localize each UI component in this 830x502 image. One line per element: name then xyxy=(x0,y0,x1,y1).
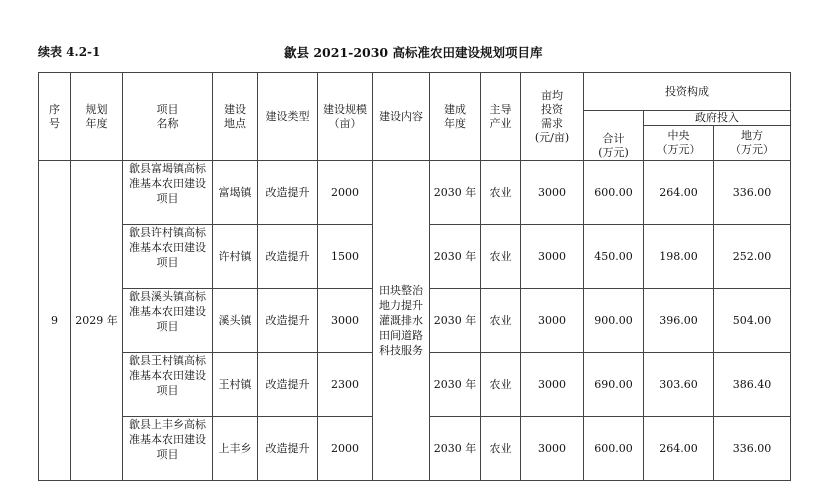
industry-cell: 农业 xyxy=(481,161,521,225)
header-completion-year: 建成 年度 xyxy=(430,73,481,161)
table-row xyxy=(39,161,791,225)
total-cell: 450.00 xyxy=(584,225,644,289)
scale-cell: 1500 xyxy=(318,225,373,289)
industry-cell: 农业 xyxy=(481,417,521,481)
document-header xyxy=(38,43,790,63)
total-cell: 690.00 xyxy=(584,353,644,417)
completion-year-cell: 2030 年 xyxy=(430,161,481,225)
central-cell: 264.00 xyxy=(644,161,714,225)
build-type-cell: 改造提升 xyxy=(258,417,318,481)
build-type-cell: 改造提升 xyxy=(258,353,318,417)
build-content-cell: 田块整治 地力提升 灌溉排水 田间道路 科技服务 xyxy=(373,161,430,481)
completion-year-cell: 2030 年 xyxy=(430,353,481,417)
header-investment-structure: 投资构成 xyxy=(584,73,791,111)
build-type-cell: 改造提升 xyxy=(258,289,318,353)
scale-cell: 2000 xyxy=(318,417,373,481)
location-cell: 上丰乡 xyxy=(213,417,258,481)
header-scale: 建设规模 （亩） xyxy=(318,73,373,161)
per-mu-cell: 3000 xyxy=(521,161,584,225)
industry-cell: 农业 xyxy=(481,225,521,289)
build-type-cell: 改造提升 xyxy=(258,225,318,289)
local-cell: 386.40 xyxy=(714,353,791,417)
local-cell: 504.00 xyxy=(714,289,791,353)
header-central: 中央 （万元） xyxy=(644,126,714,161)
industry-cell: 农业 xyxy=(481,289,521,353)
header-government: 政府投入 xyxy=(644,111,791,126)
central-cell: 303.60 xyxy=(644,353,714,417)
header-index: 序 号 xyxy=(39,73,71,161)
location-cell: 许村镇 xyxy=(213,225,258,289)
central-cell: 396.00 xyxy=(644,289,714,353)
location-cell: 富堨镇 xyxy=(213,161,258,225)
header-location: 建设 地点 xyxy=(213,73,258,161)
completion-year-cell: 2030 年 xyxy=(430,289,481,353)
header-build-type: 建设类型 xyxy=(258,73,318,161)
completion-year-cell: 2030 年 xyxy=(430,225,481,289)
project-table xyxy=(38,72,791,481)
total-cell: 600.00 xyxy=(584,161,644,225)
header-project-name: 项目 名称 xyxy=(123,73,213,161)
header-row-1 xyxy=(39,73,791,111)
industry-cell: 农业 xyxy=(481,353,521,417)
table-title: 歙县 2021-2030 高标准农田建设规划项目库 xyxy=(284,45,543,60)
header-industry: 主导 产业 xyxy=(481,73,521,161)
scale-cell: 2300 xyxy=(318,353,373,417)
location-cell: 溪头镇 xyxy=(213,289,258,353)
header-local: 地方 （万元） xyxy=(714,126,791,161)
build-type-cell: 改造提升 xyxy=(258,161,318,225)
local-cell: 336.00 xyxy=(714,161,791,225)
local-cell: 336.00 xyxy=(714,417,791,481)
project-name-cell: 歙县富堨镇高标准基本农田建设项目 xyxy=(123,161,213,225)
row-index: 9 xyxy=(39,161,71,481)
scale-cell: 3000 xyxy=(318,289,373,353)
per-mu-cell: 3000 xyxy=(521,417,584,481)
central-cell: 264.00 xyxy=(644,417,714,481)
header-total: 合计 (万元) xyxy=(584,111,644,161)
local-cell: 252.00 xyxy=(714,225,791,289)
header-plan-year: 规划 年度 xyxy=(71,73,123,161)
project-name-cell: 歙县溪头镇高标准基本农田建设项目 xyxy=(123,289,213,353)
per-mu-cell: 3000 xyxy=(521,289,584,353)
central-cell: 198.00 xyxy=(644,225,714,289)
per-mu-cell: 3000 xyxy=(521,225,584,289)
total-cell: 900.00 xyxy=(584,289,644,353)
header-per-mu-demand: 亩均 投资 需求 (元/亩) xyxy=(521,73,584,161)
table-label: 续表 4.2-1 xyxy=(38,45,101,59)
row-plan-year: 2029 年 xyxy=(71,161,123,481)
per-mu-cell: 3000 xyxy=(521,353,584,417)
project-name-cell: 歙县许村镇高标准基本农田建设项目 xyxy=(123,225,213,289)
completion-year-cell: 2030 年 xyxy=(430,417,481,481)
project-name-cell: 歙县上丰乡高标准基本农田建设项目 xyxy=(123,417,213,481)
project-name-cell: 歙县王村镇高标准基本农田建设项目 xyxy=(123,353,213,417)
total-cell: 600.00 xyxy=(584,417,644,481)
location-cell: 王村镇 xyxy=(213,353,258,417)
header-content: 建设内容 xyxy=(373,73,430,161)
scale-cell: 2000 xyxy=(318,161,373,225)
